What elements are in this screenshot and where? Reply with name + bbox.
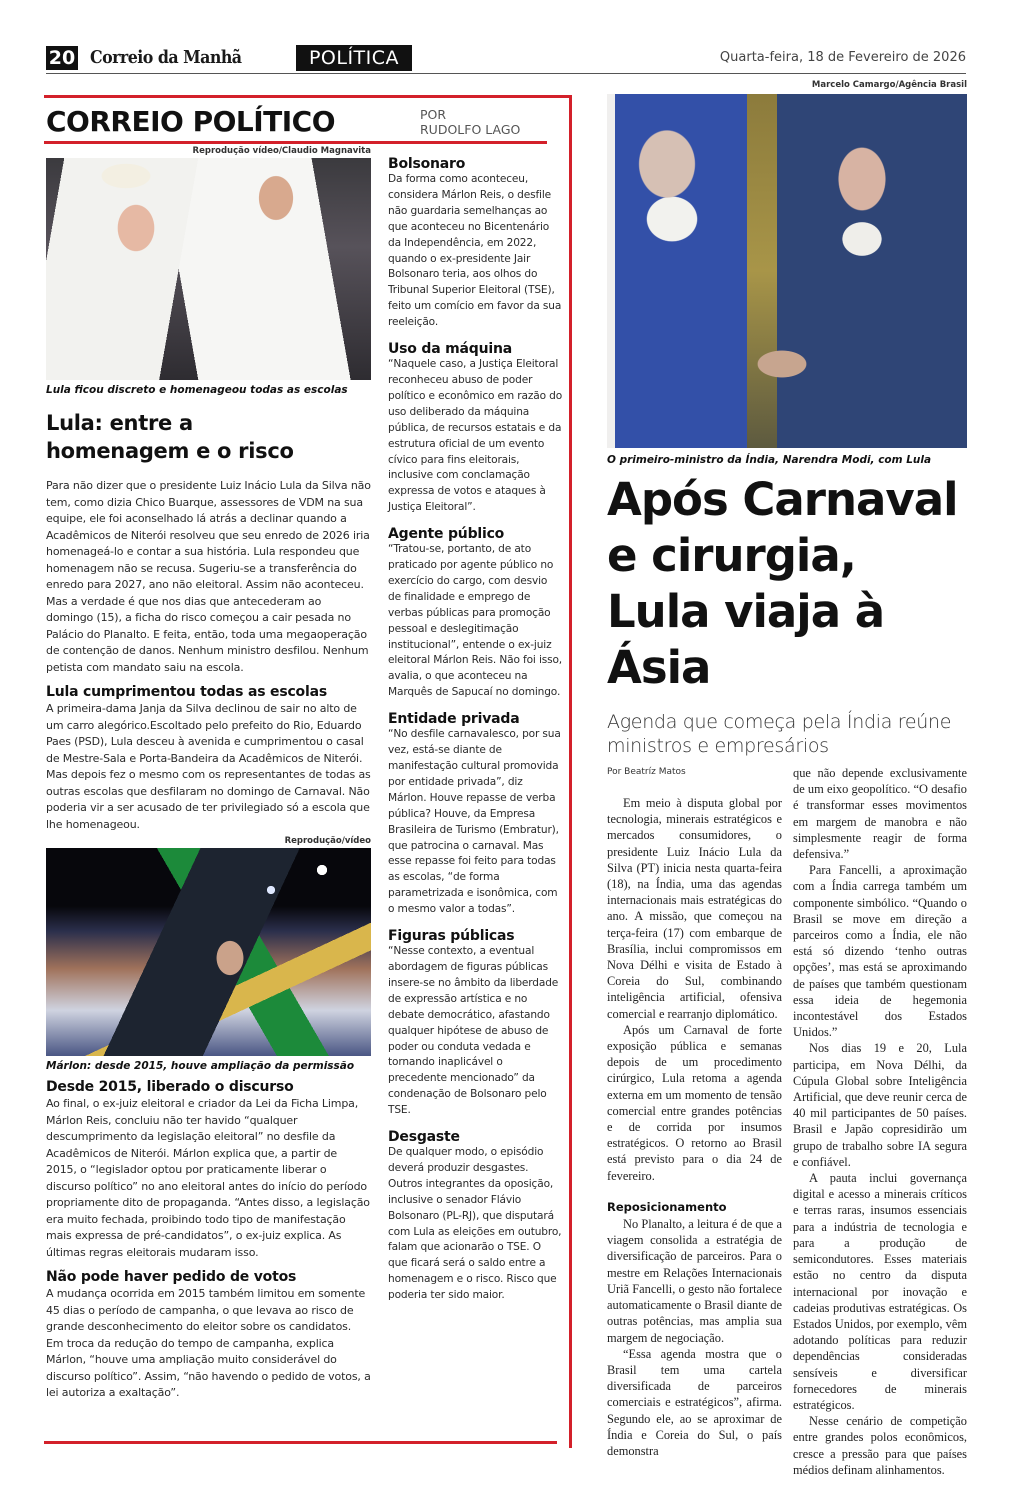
section-text: Ao final, o ex-juiz eleitoral e criador da Lei da Ficha Limpa, Márlon Reis, concluiu não ter havido “qualquer descumprimento da legislação eleitoral” no desfile da Acadêmicos de Niterói. Márlon explica que, a partir de 2015, o “legislador optou por praticamente liberar o discurso político” no ano eleitoral antes do início do período propriamente dito de propaganda. “Antes disso, a legislação era muito fechada, proibindo todo tipo de manifestação mais expressa de pré-candidatos”, o ex-juiz explica. As últimas regras eleitorais mudaram isso. [46,1097,370,1259]
headline-line-1: Lula: entre a [46,411,193,435]
page-number: 20 [46,46,78,70]
paragraph: Para Fancelli, a aproximação com a Índia carrega também um componente simbólico. “Quando o Brasil se move em direção a parceiros como a Índia, ele não está só dizendo ‘tenho outras opções’, mas está se aproximando de países que também questionam essa ideia de hegemonia incontestável dos Estados Unidos.” [793,863,967,1040]
paragraph: “Essa agenda mostra que o Brasil tem uma cartela diversificada de parceiros comerciais e estratégicos”, afirma. Segundo ele, ao se aproximar de Índia e Coreia do Sul, o país demonstra [607,1346,782,1458]
photo-caption: Lula ficou discreto e homenageou todas as escolas [46,384,348,396]
photo-credit: Marcelo Camargo/Agência Brasil [811,80,967,90]
note-heading: Entidade privada [388,711,520,728]
headline-line-2: homenagem e o risco [46,439,294,463]
subhead-cumprimentou: Lula cumprimentou todas as escolas [46,684,327,700]
paragraph: A pauta inclui governança digital e acesso a minerais críticos e terras raras, insumos essenciais para a indústria de tecnologia e para a produção de semicondutores. Esses materiais estão no centro da disputa internacional por inovação e cadeias produtivas estratégicas. Os Estados Unidos, por exemplo, vêm adotando políticas para reduzir dependências consideradas sensíveis e diversificar fornecedores de minerais estratégicos. [793,1171,967,1412]
section-text: A mudança ocorrida em 2015 também limitou em somente 45 dias o período de campanha, o que levava ao risco de grande desconhecimento do eleitor sobre os candidatos. Em troca da redução do tempo de campanha, explica Márlon, “houve uma ampliação muito considerável do discurso político”. Assim, “não havendo o pedido de votos, a lei autoriza a exaltação”. [46,1287,371,1399]
accent-rule-title [44,141,547,144]
column-headline [46,409,371,465]
photo-lula-carnival-box [46,158,371,380]
feature-subhead: Reposicionamento [607,1199,727,1214]
column-intro: Para não dizer que o presidente Luiz Inácio Lula da Silva não tem, como dizia Chico Buarque, assessores de VDM na sua equipe, ele foi aconselhado lá atrás a declinar quando a Acadêmicos de Niterói resolveu que seu enredo de 2026 iria homenageá-lo e contar a sua história. Lula respondeu que homenagem não se recusa. Sugeriu-se a transferência do enredo para 2027, ano não eleitoral. Assim não aconteceu. Mas a verdade é que nos dias que antecederam ao domingo (15), a ficha do risco começou a cair pesada no Palácio do Planalto. E feita, então, toda uma megaoperação de contenção de danos. Nenhum ministro desfilou. Nenhum petista com mandato saiu na escola. [46,479,371,674]
paragraph: Em meio à disputa global por tecnologia, minerais estratégicos e mercados consumidores, o presidente Luiz Inácio Lula da Silva (PT) inicia nesta quarta-feira (18), na Índia, uma das agendas internacionais mais estratégicas do ano. A missão, que começou na terça-feira (17) com embarque de Brasília, inclui compromissos em Nova Délhi e visita de Estado à Coreia do Sul, combinando inteligência artificial, ofensiva comercial e rearranjo diplomático. [607,796,782,1021]
accent-rule-bottom [44,1441,557,1444]
photo-sambadrome-float [46,848,371,1056]
section-text: A primeira-dama Janja da Silva declinou de sair no alto de um carro alegórico.Escoltado pelo prefeito do Rio, Eduardo Paes (PSD), Lula desceu à avenida e cumprimentou o casal de Mestre-Sala e Porta-Bandeira da Acadêmicos de Niterói. Mas depois fez o mesmo com os representantes de todas as outras escolas que desfilaram no domingo de Carnaval. Não poderia vir a ser acusado de ter privilegiado só a escola que lhe homenageou. [46,702,371,831]
column-side-notes [388,150,563,1304]
note-heading: Desgaste [388,1129,460,1146]
issue-date: Quarta-feira, 18 de Fevereiro de 2026 [719,50,966,65]
note-text: Da forma como aconteceu, considera Márlon Reis, o desfile não guardaria semelhanças ao que aconteceu no Bicentenário da Independência, em 2022, quando o ex-presidente Jair Bolsonaro teria, aos olhos do Tribunal Superior Eleitoral (TSE), feito um comício em favor da sua reeleição. [388,173,562,329]
note-text: “Naquele caso, a Justiça Eleitoral reconheceu abuso de poder político e econômico em razão do uso deliberado da máquina pública, de recursos estatais e da estrutura oficial de um evento cívico para fins eleitorais, inclusive com conclamação expressa de votos e ataques à Justiça Eleitoral”. [388,358,563,514]
subhead-desde-2015: Desde 2015, liberado o discurso [46,1079,294,1095]
feature-article [607,80,967,758]
byline-prefix: POR [420,107,447,122]
note-text: “Tratou-se, portanto, de ato praticado por agente público no exercício do cargo, com desvio de finalidade e emprego de verbas públicas para promoção pessoal e deslegitimação institucional”, entende o ex-juiz eleitoral Márlon Reis. Não foi isso, avalia, o que aconteceu na Marquês de Sapucaí no domingo. [388,543,563,699]
article-author: Por Beatríz Matos [607,767,686,777]
byline-author: RUDOLFO LAGO [420,122,521,137]
note-heading: Bolsonaro [388,156,466,172]
column-title: CORREIO POLÍTICO [46,105,336,138]
paragraph: No Planalto, a leitura é de que a viagem consolida a estratégia de diversificação de parceiros. Para o mestre em Relações Internacionais Uriã Fancelli, o gesto não fortalece automaticamente o Brasil diante de outras potências, mas amplia sua margem de negociação. [607,1217,782,1345]
feature-body-column-2 [793,765,967,1478]
feature-deck: Agenda que começa pela Índia reúne ministros e empresários [607,711,952,757]
photo-credit: Reprodução/vídeo [284,836,371,846]
paragraph: Nos dias 19 e 20, Lula participa, em Nova Délhi, da Cúpula Global sobre Inteligência Artificial, que deve reunir cerca de 40 mil participantes de 50 países. Brasil e Japão copresidirão um grupo de trabalho sobre IA segura e confiável. [793,1041,967,1169]
note-heading: Agente público [388,526,505,543]
note-text: De qualquer modo, o episódio deverá produzir desgastes. Outros integrantes da oposição, inclusive o senador Flávio Bolsonaro (PL-RJ), que disputará com Lula as eleições em outubro, falam que acionarão o TSE. O que ficará será o saldo entre a homenagem e o risco. Risco que poderia ter sido maior. [388,1146,562,1302]
section-label: POLÍTICA [296,45,412,71]
accent-rule-right [569,95,572,1448]
photo-credit: Reprodução vídeo/Claudio Magnavita [192,146,371,156]
photo-caption: Márlon: desde 2015, houve ampliação da permissão [46,1060,355,1072]
newspaper-name: Correio da Manhã [90,47,242,68]
column-main-text [46,146,371,1402]
paragraph: Nesse cenário de competição entre grandes polos econômicos, cresce a pressão para que países médios definam alinhamentos. [793,1414,967,1477]
feature-headline: Após Carnaval e cirurgia, Lula viaja à Ásia [607,473,958,694]
note-heading: Figuras públicas [388,928,515,945]
paragraph: Após um Carnaval de forte exposição pública e semanas depois de um procedimento cirúrgico, Lula retoma a agenda externa em um momento de tensão comercial entre grandes potências e de corrida por insumos estratégicos. O retorno ao Brasil está previsto para o dia 24 de fevereiro. [607,1022,782,1183]
note-text: “No desfile carnavalesco, por sua vez, está-se diante de manifestação cultural promovida por entidade privada”, diz Márlon. Houve repasse de verba pública? Houve, da Empresa Brasileira de Turismo (Embratur), que patrocina o carnaval. Mas esse repasse foi feito para todas as escolas, “de forma parametrizada e isonômica, com o mesmo valor a todas”. [388,728,561,916]
paragraph: que não depende exclusivamente de um eixo geopolítico. “O desafio é transformar esses movimentos em margem de manobra e não simplesmente reagir de forma defensiva.” [793,766,967,862]
photo-caption: O primeiro-ministro da Índia, Narendra Modi, com Lula [607,454,932,466]
note-text: “Nesse contexto, a eventual abordagem de figuras públicas insere-se no âmbito da liberdade de expressão artística e no debate democrático, afastando qualquer hipótese de abuso de poder ou conduta vedada e tornando inaplicável o precedente mencionado” da condenação de Bolsonaro pelo TSE. [388,945,559,1117]
photo-modi-lula-handshake [607,94,967,448]
note-heading: Uso da máquina [388,341,512,358]
subhead-pedido-votos: Não pode haver pedido de votos [46,1269,297,1285]
column-byline [420,107,520,137]
accent-rule-top [44,95,572,98]
feature-body-column-1 [607,795,782,1459]
page-header [46,44,966,74]
